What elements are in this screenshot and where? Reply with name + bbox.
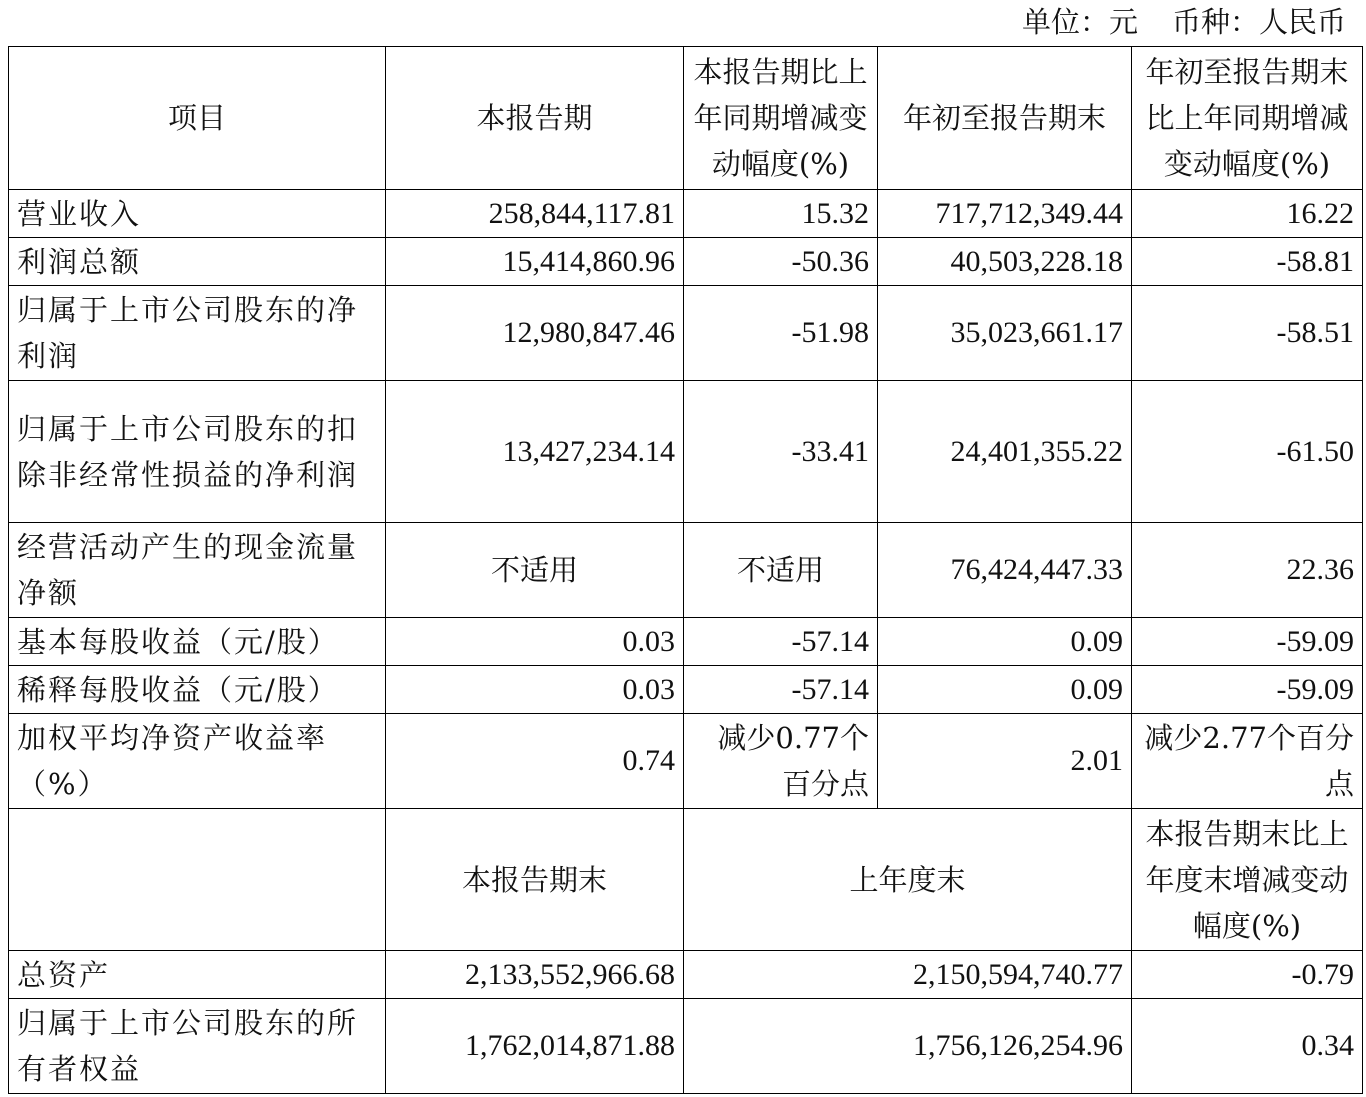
row-current: 0.74 <box>386 714 684 809</box>
row-period-end: 1,762,014,871.88 <box>386 999 684 1094</box>
row-ytd-change: -58.81 <box>1132 238 1363 286</box>
row-ytd-change: 22.36 <box>1132 523 1363 618</box>
table-row <box>9 381 1363 523</box>
header-current-change: 本报告期比上年同期增减变动幅度(%) <box>684 47 878 190</box>
table-row <box>9 951 1363 999</box>
unit-label: 单位：元 <box>1021 5 1138 39</box>
row-current: 12,980,847.46 <box>386 286 684 381</box>
table-header-row <box>9 47 1363 190</box>
table-row <box>9 618 1363 666</box>
row-ytd: 35,023,661.17 <box>878 286 1132 381</box>
row-current-change: 15.32 <box>684 190 878 238</box>
row-current: 15,414,860.96 <box>386 238 684 286</box>
row-item: 归属于上市公司股东的所有者权益 <box>9 999 386 1094</box>
row-current-change: -57.14 <box>684 618 878 666</box>
table-header-row-2 <box>9 809 1363 951</box>
row-prior-year-end: 1,756,126,254.96 <box>684 999 1132 1094</box>
row-current-change: -51.98 <box>684 286 878 381</box>
row-period-end: 2,133,552,966.68 <box>386 951 684 999</box>
financial-table <box>8 46 1363 1094</box>
row-current: 0.03 <box>386 618 684 666</box>
row-item: 稀释每股收益（元/股） <box>9 666 386 714</box>
header2-change: 本报告期末比上年度末增减变动幅度(%) <box>1132 809 1363 951</box>
row-ytd: 0.09 <box>878 618 1132 666</box>
header2-period-end: 本报告期末 <box>386 809 684 951</box>
row-item: 利润总额 <box>9 238 386 286</box>
row-current-change: -57.14 <box>684 666 878 714</box>
row-change: -0.79 <box>1132 951 1363 999</box>
row-ytd-change: -59.09 <box>1132 666 1363 714</box>
row-item: 基本每股收益（元/股） <box>9 618 386 666</box>
row-ytd: 76,424,447.33 <box>878 523 1132 618</box>
header-ytd-change: 年初至报告期末比上年同期增减变动幅度(%) <box>1132 47 1363 190</box>
row-current-change: -33.41 <box>684 381 878 523</box>
row-current: 258,844,117.81 <box>386 190 684 238</box>
header-current: 本报告期 <box>386 47 684 190</box>
row-ytd-change: 减少2.77个百分点 <box>1132 714 1363 809</box>
table-row <box>9 286 1363 381</box>
row-item: 营业收入 <box>9 190 386 238</box>
table-row <box>9 190 1363 238</box>
table-row <box>9 238 1363 286</box>
unit-caption <box>1022 2 1346 42</box>
row-item: 归属于上市公司股东的扣除非经常性损益的净利润 <box>9 381 386 523</box>
row-current-change: -50.36 <box>684 238 878 286</box>
row-current-change: 不适用 <box>684 523 878 618</box>
row-current: 不适用 <box>386 523 684 618</box>
header2-prior-year-end: 上年度末 <box>684 809 1132 951</box>
row-ytd-change: -58.51 <box>1132 286 1363 381</box>
header-item: 项目 <box>9 47 386 190</box>
row-ytd-change: -61.50 <box>1132 381 1363 523</box>
row-item: 总资产 <box>9 951 386 999</box>
currency-label: 币种：人民币 <box>1171 5 1346 39</box>
table-row <box>9 666 1363 714</box>
row-current: 13,427,234.14 <box>386 381 684 523</box>
row-ytd-change: -59.09 <box>1132 618 1363 666</box>
row-ytd: 0.09 <box>878 666 1132 714</box>
table-row <box>9 714 1363 809</box>
header-ytd: 年初至报告期末 <box>878 47 1132 190</box>
row-change: 0.34 <box>1132 999 1363 1094</box>
row-item: 归属于上市公司股东的净利润 <box>9 286 386 381</box>
header2-item <box>9 809 386 951</box>
row-current-change: 减少0.77个百分点 <box>684 714 878 809</box>
table-row <box>9 999 1363 1094</box>
table-row <box>9 523 1363 618</box>
row-ytd: 40,503,228.18 <box>878 238 1132 286</box>
row-ytd: 24,401,355.22 <box>878 381 1132 523</box>
row-ytd: 717,712,349.44 <box>878 190 1132 238</box>
row-prior-year-end: 2,150,594,740.77 <box>684 951 1132 999</box>
row-item: 经营活动产生的现金流量净额 <box>9 523 386 618</box>
row-current: 0.03 <box>386 666 684 714</box>
row-ytd: 2.01 <box>878 714 1132 809</box>
row-ytd-change: 16.22 <box>1132 190 1363 238</box>
row-item: 加权平均净资产收益率（%） <box>9 714 386 809</box>
